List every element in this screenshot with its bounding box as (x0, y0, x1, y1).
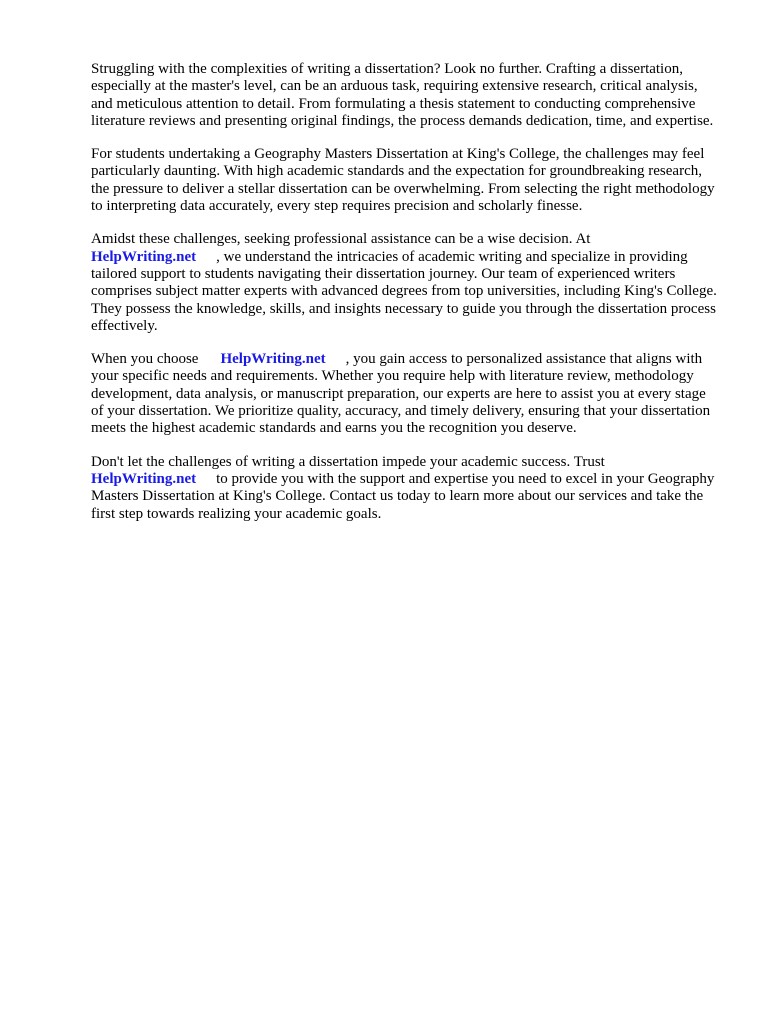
document-body (91, 61, 721, 539)
helpwriting-link[interactable]: HelpWriting.net (91, 470, 197, 487)
paragraph-text-after-link: , you gain access to personalized assistance that aligns with your specific needs and requirements. Whether you require help with literature review, methodology development, data analysis, or manuscript preparation, our experts are here to assist you at every stage of your dissertation. We prioritize quality, accuracy, and timely delivery, ensuring that your dissertation meets the highest academic standards and earns you the recognition you deserve. (91, 351, 711, 437)
paragraph-benefits (91, 351, 721, 437)
paragraph-text-after-link: , we understand the intricacies of academic writing and specialize in providing tailored support to students navigating their dissertation journey. Our team of experienced writers comprises subject matter experts with advanced degrees from top universities, including King's College. They possess the knowledge, skills, and insights necessary to guide you through the dissertation process effectively. (91, 248, 717, 334)
paragraph-text-before-link: When you choose (91, 351, 199, 368)
helpwriting-link[interactable]: HelpWriting.net (91, 248, 197, 265)
paragraph-intro (91, 61, 721, 130)
paragraph-text: Struggling with the complexities of writing a dissertation? Look no further. Crafting a dissertation, especially at the master's level, can be an arduous task, requiring extensive research, critical analysis, and meticulous attention to detail. From formulating a thesis statement to conducting comprehensive literature reviews and presenting original findings, the process demands dedication, time, and expertise. (91, 61, 714, 129)
paragraph-closing (91, 454, 721, 523)
paragraph-text-after-link: to provide you with the support and expertise you need to excel in your Geography Masters Dissertation at King's College. Contact us today to learn more about our services and take the first step towards realizing your academic goals. (91, 470, 715, 522)
paragraph-text: For students undertaking a Geography Masters Dissertation at King's College, the challenges may feel particularly daunting. With high academic standards and the expectation for groundbreaking research, the pressure to deliver a stellar dissertation can be overwhelming. From selecting the right methodology to interpreting data accurately, every step requires precision and scholarly finesse. (91, 146, 715, 215)
paragraph-text-before-link: Don't let the challenges of writing a dissertation impede your academic success. Trust (91, 453, 605, 470)
paragraph-context (91, 146, 721, 215)
helpwriting-link[interactable]: HelpWriting.net (220, 351, 326, 368)
paragraph-text-before-link: Amidst these challenges, seeking professional assistance can be a wise decision. At (91, 231, 591, 248)
paragraph-assistance (91, 231, 721, 335)
